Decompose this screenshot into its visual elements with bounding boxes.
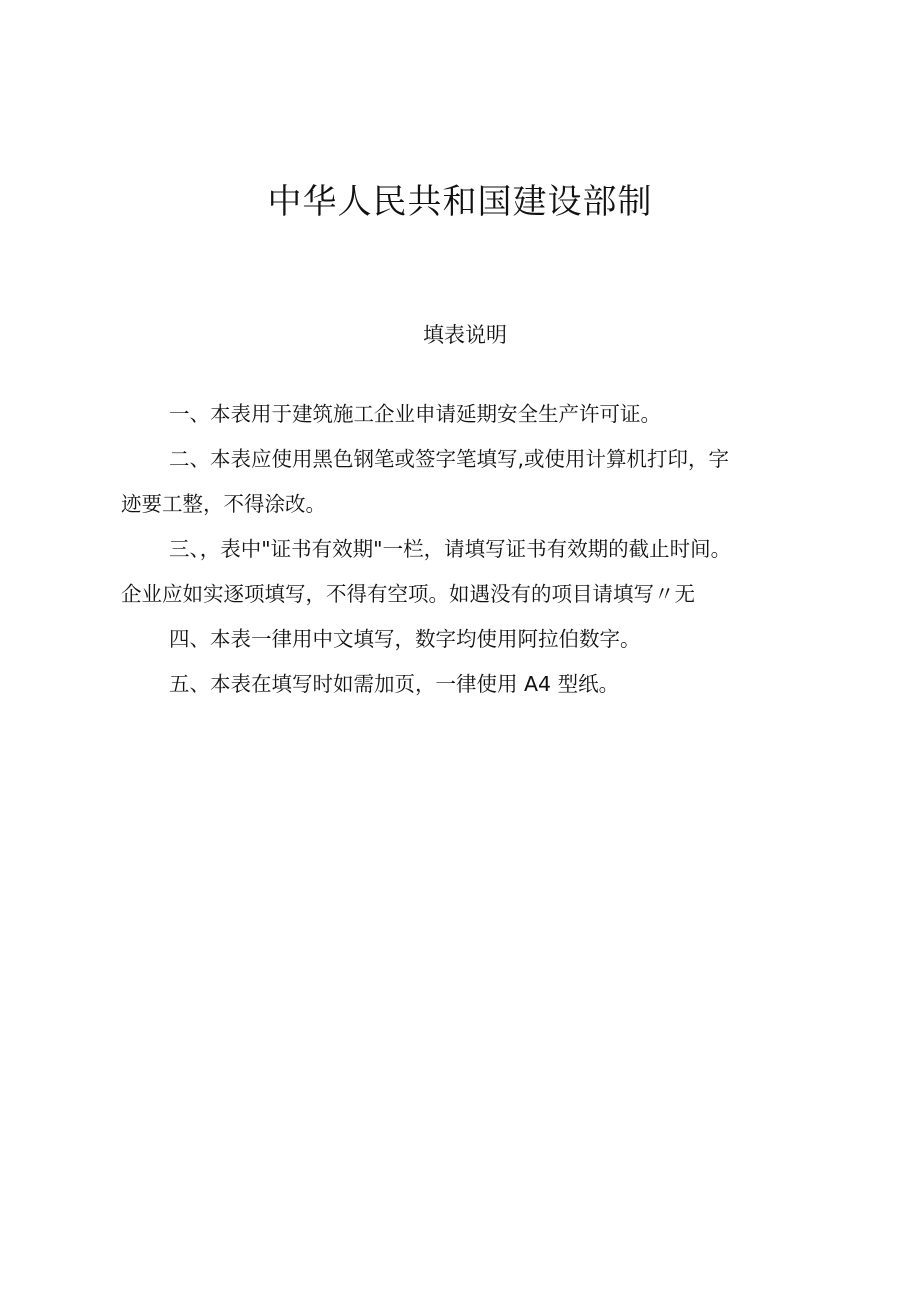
instruction-item-4: 四、本表一律用中文填写，数字均使用阿拉伯数字。 [169, 627, 641, 651]
issuer-title: 中华人民共和国建设部制 [267, 182, 653, 222]
instruction-item-2-continuation: 迹要工整，不得涂改。 [121, 492, 326, 516]
instruction-item-5: 五、本表在填写时如需加页，一律使用 A4 型纸。 [169, 672, 620, 696]
section-heading: 填表说明 [423, 323, 507, 347]
instruction-item-2: 二、本表应使用黑色钢笔或签字笔填写,或使用计算机打印，字 [169, 447, 730, 471]
instruction-item-3-continuation: 企业应如实逐项填写，不得有空项。如遇没有的项目请填写〃无 [121, 582, 695, 606]
instruction-item-3: 三、，表中"证书有效期"一栏，请填写证书有效期的截止时间。 [169, 537, 732, 561]
instruction-item-1: 一、本表用于建筑施工企业申请延期安全生产许可证。 [169, 402, 661, 426]
instructions-list [121, 392, 821, 707]
